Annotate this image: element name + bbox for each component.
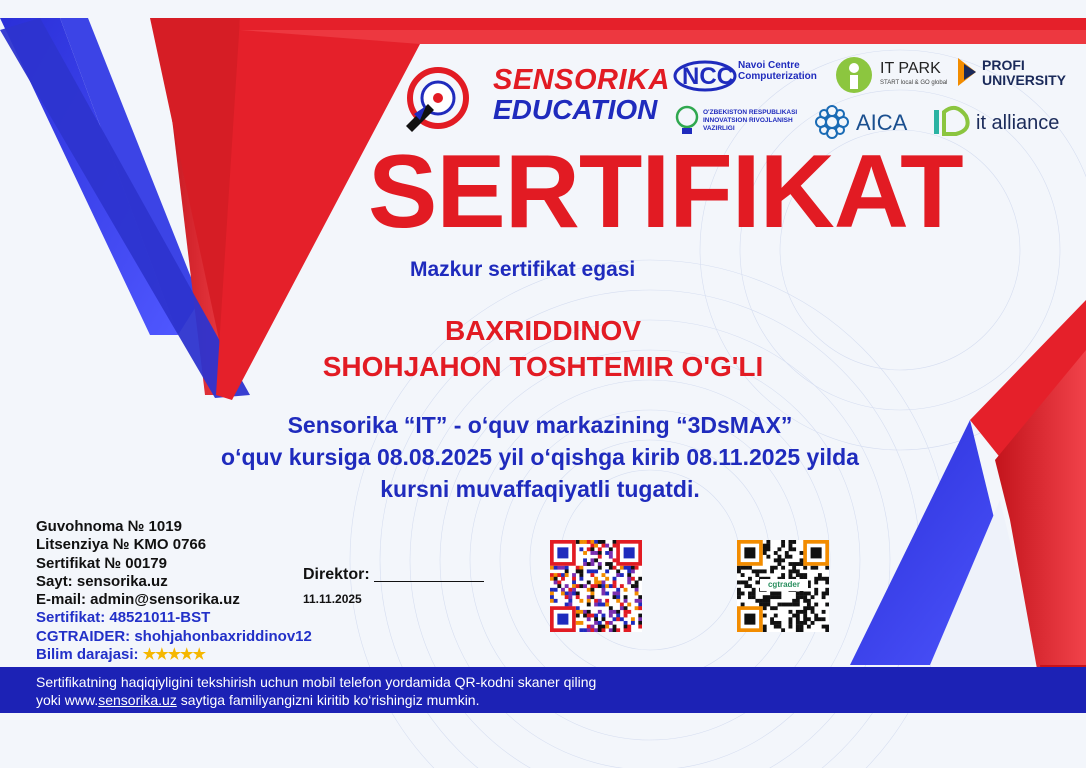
star-rating: ★★★★★ bbox=[142, 646, 205, 664]
footer-text bbox=[36, 673, 596, 709]
signature-line bbox=[374, 581, 484, 582]
brand-name-bottom: EDUCATION bbox=[493, 94, 658, 125]
info-block bbox=[36, 518, 312, 664]
it-alliance-logo-icon bbox=[932, 104, 972, 138]
brand-name-top: SENSORIKA bbox=[493, 64, 670, 96]
director-signature bbox=[303, 566, 484, 584]
ncc-name: Navoi Centre Computerization bbox=[738, 60, 817, 82]
ministry-name: O'ZBEKISTON RESPUBLIKASI INNOVATSION RIVOJLANISH VAZIRLIGI bbox=[703, 109, 798, 132]
sertifikat-number: Sertifikat № 00179 bbox=[36, 554, 167, 572]
website-link[interactable]: sensorika.uz bbox=[98, 692, 177, 708]
footer-prefix: yoki www. bbox=[36, 692, 99, 708]
litsenziya: Litsenziya № KMO 0766 bbox=[36, 536, 207, 554]
profi-logo-icon bbox=[956, 56, 978, 88]
ncc-letters: NCC bbox=[682, 63, 734, 90]
sertifikat-id: Sertifikat: 48521011-BST bbox=[36, 609, 211, 627]
description-line-3: kursni muvaffaqiyatli tugatdi. bbox=[380, 476, 700, 502]
bulb-icon bbox=[674, 104, 700, 138]
footer-line-2 bbox=[36, 691, 596, 709]
subtitle: Mazkur sertifikat egasi bbox=[410, 258, 636, 281]
recipient-surname: BAXRIDDINOV bbox=[444, 315, 641, 346]
itpark-name: IT PARK bbox=[880, 60, 941, 77]
footer-suffix: saytiga familiyangizni kiritib ko‘rishingiz mumkin. bbox=[176, 692, 480, 708]
cgtrader-label: cgtrader bbox=[760, 579, 808, 591]
guvohnoma: Guvohnoma № 1019 bbox=[36, 518, 182, 535]
knowledge-level bbox=[36, 646, 312, 664]
website: Sayt: sensorika.uz bbox=[36, 572, 168, 590]
aica-name: AICA bbox=[856, 110, 908, 135]
description-line-1: Sensorika “IT” - o‘quv markazining “3DsMAX” bbox=[287, 412, 793, 438]
footer-line-1: Sertifikatning haqiqiyligini tekshirish uchun mobil telefon yordamida QR-kodni skaner qiling bbox=[36, 674, 597, 690]
it-alliance-name: it alliance bbox=[976, 112, 1060, 134]
description-line-2: o‘quv kursiga 08.08.2025 yil o‘qishga kirib 08.11.2025 yilda bbox=[221, 444, 859, 470]
itpark-logo-icon bbox=[834, 55, 874, 95]
director-label: Direktor: bbox=[303, 566, 370, 583]
email: E-mail: admin@sensorika.uz bbox=[36, 591, 240, 609]
issue-date: 11.11.2025 bbox=[303, 592, 362, 606]
recipient-name: SHOHJAHON TOSHTEMIR O'G'LI bbox=[322, 351, 764, 382]
cgtrader-account: CGTRAIDER: shohjahonbaxriddinov12 bbox=[36, 627, 312, 645]
certificate-title: SERTIFIKAT bbox=[368, 134, 963, 250]
qr-code-verification[interactable] bbox=[550, 540, 642, 632]
itpark-tagline: START local & GO global bbox=[880, 80, 948, 86]
profi-university: PROFI UNIVERSITY bbox=[982, 57, 1067, 88]
knowledge-level-label: Bilim darajasi: bbox=[36, 646, 139, 664]
